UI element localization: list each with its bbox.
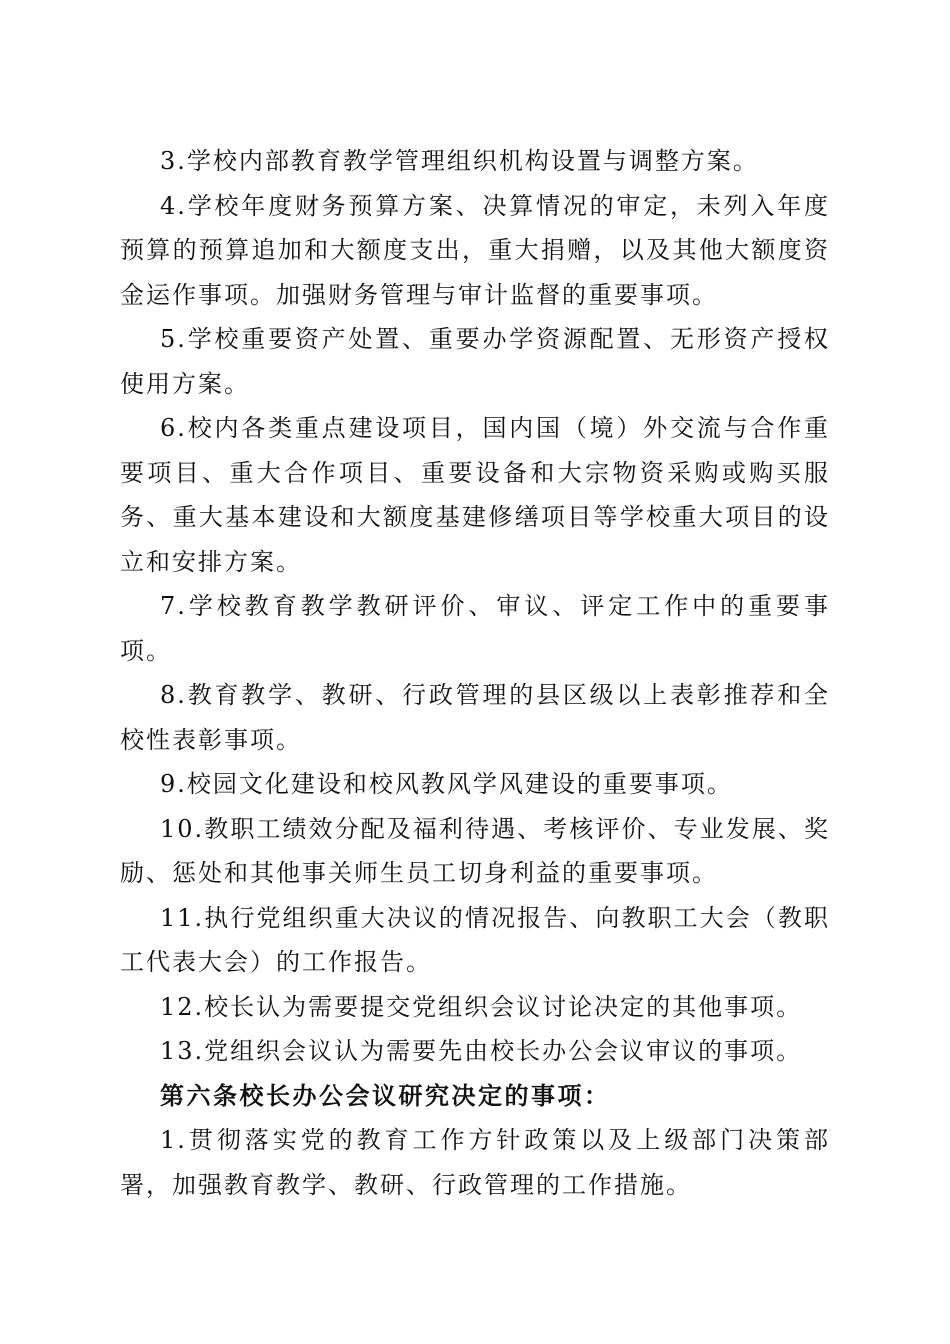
- article-6-item-1: 1.贯彻落实党的教育工作方针政策以及上级部门决策部署，加强教育教学、教研、行政管理的工作措施。: [120, 1126, 830, 1199]
- item-9: 9.校园文化建设和校风教风学风建设的重要事项。: [160, 770, 733, 798]
- article-6-heading: 第六条校长办公会议研究决定的事项：: [160, 1080, 611, 1110]
- item-5: 5.学校重要资产处置、重要办学资源配置、无形资产授权使用方案。: [120, 325, 830, 398]
- item-4: 4.学校年度财务预算方案、决算情况的审定，未列入年度预算的预算追加和大额度支出，重大捐赠，以及其他大额度资金运作事项。加强财务管理与审计监督的重要事项。: [120, 191, 830, 309]
- document-body: [120, 139, 830, 1207]
- item-11: 11.执行党组织重大决议的情况报告、向教职工大会（教职工代表大会）的工作报告。: [120, 903, 830, 976]
- item-3: 3.学校内部教育教学管理组织机构设置与调整方案。: [160, 147, 759, 175]
- item-10: 10.教职工绩效分配及福利待遇、考核评价、专业发展、奖励、惩处和其他事关师生员工切身利益的重要事项。: [120, 814, 830, 887]
- item-13: 13.党组织会议认为需要先由校长办公会议审议的事项。: [160, 1037, 803, 1065]
- item-8: 8.教育教学、教研、行政管理的县区级以上表彰推荐和全校性表彰事项。: [120, 681, 830, 754]
- item-12: 12.校长认为需要提交党组织会议讨论决定的其他事项。: [160, 992, 803, 1021]
- item-7: 7.学校教育教学教研评价、审议、评定工作中的重要事项。: [120, 592, 830, 665]
- item-6: 6.校内各类重点建设项目，国内国（境）外交流与合作重要项目、重大合作项目、重要设备和大宗物资采购或购买服务、重大基本建设和大额度基建修缮项目等学校重大项目的设立和安排方案。: [120, 414, 830, 576]
